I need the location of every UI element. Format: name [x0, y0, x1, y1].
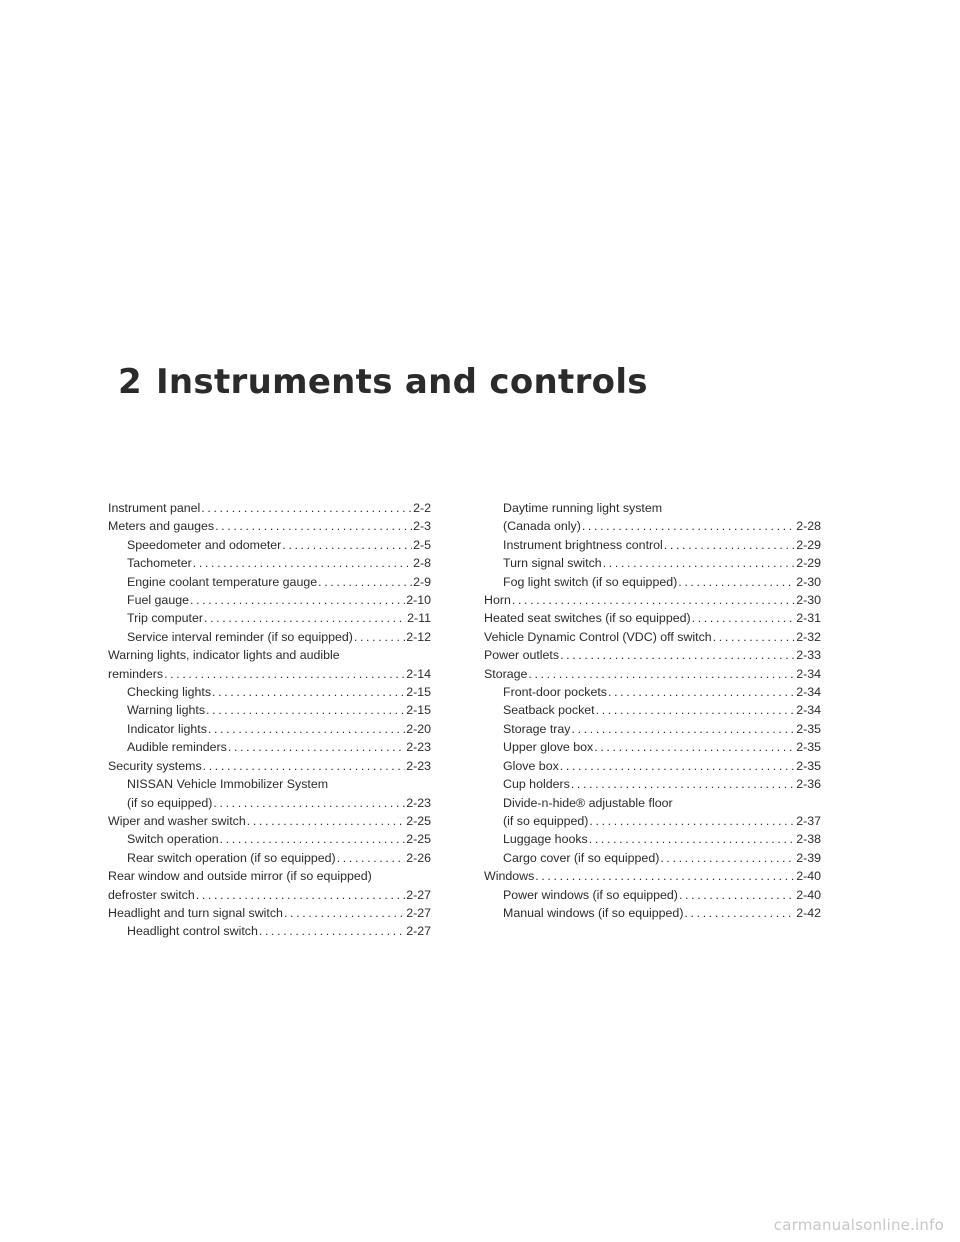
toc-entry-label: (if so equipped): [127, 795, 213, 810]
toc-leader-dots: [572, 720, 796, 738]
toc-entry-label: Speedometer and odometer: [127, 537, 282, 552]
chapter-title-text: Instruments and controls: [155, 362, 648, 402]
toc-leader-dots: [560, 757, 795, 775]
toc-entry-label: Trip computer: [127, 611, 203, 626]
toc-entry-page: 2-35: [796, 740, 821, 755]
toc-entry-page: 2-27: [406, 887, 431, 902]
toc-entry-label: Instrument panel: [108, 501, 201, 515]
toc-entry[interactable]: [108, 812, 431, 830]
toc-entry-page: 2-10: [406, 593, 431, 608]
toc-leader-dots: [247, 812, 405, 830]
toc-entry-page: 2-23: [406, 740, 431, 755]
toc-entry-page: 2-5: [413, 537, 431, 552]
toc-leader-dots: [582, 517, 795, 535]
toc-entry-label: Meters and gauges: [108, 519, 215, 534]
toc-entry[interactable]: [484, 628, 821, 646]
toc-leader-dots: [196, 886, 405, 904]
toc-entry-first-line: Rear window and outside mirror (if so equipped): [108, 869, 372, 884]
toc-entry-label: Storage: [484, 666, 528, 681]
toc-subentry[interactable]: [108, 591, 431, 609]
toc-entry-label: Cargo cover (if so equipped): [503, 850, 660, 865]
toc-entry-page: 2-42: [796, 905, 821, 920]
toc-entry-page: 2-34: [796, 666, 821, 681]
toc-entry-label: Power outlets: [484, 648, 560, 663]
toc-entry-page: 2-40: [796, 869, 821, 884]
toc-leader-dots: [208, 720, 405, 738]
toc-leader-dots: [528, 665, 795, 683]
toc-subentry[interactable]: [108, 554, 431, 572]
toc-entry-page: 2-34: [796, 703, 821, 718]
toc-entry-page: 2-28: [796, 519, 821, 534]
toc-entry-page: 2-11: [407, 611, 431, 626]
toc-entry-label: Instrument brightness control: [503, 537, 663, 552]
toc-leader-dots: [203, 757, 406, 775]
toc-subentry[interactable]: [484, 849, 821, 867]
toc-entry-page: 2-32: [796, 629, 821, 644]
toc-entry-page: 2-39: [796, 850, 821, 865]
toc-leader-dots: [594, 738, 795, 756]
toc-subentry[interactable]: [484, 536, 821, 554]
toc-entry[interactable]: [108, 665, 431, 683]
toc-leader-dots: [560, 646, 795, 664]
toc-entry-label: (Canada only): [503, 519, 581, 534]
toc-entry-page: 2-14: [406, 666, 431, 681]
toc-entry[interactable]: [108, 517, 431, 535]
chapter-title: [118, 362, 648, 402]
toc-entry-page: 2-40: [796, 887, 821, 902]
toc-entry-page: 2-26: [406, 850, 431, 865]
toc-leader-dots: [608, 683, 795, 701]
toc-subentry[interactable]: [484, 683, 821, 701]
toc-entry-label: Front-door pockets: [503, 685, 607, 700]
toc-leader-dots: [201, 499, 412, 517]
toc-leader-dots: [282, 536, 412, 554]
toc-entry-label: defroster switch: [108, 887, 195, 902]
toc-subentry[interactable]: [484, 830, 821, 848]
toc-subentry[interactable]: [484, 517, 821, 535]
toc-entry-page: 2-23: [406, 758, 431, 773]
toc-subentry[interactable]: [108, 536, 431, 554]
toc-leader-dots: [589, 830, 795, 848]
toc-entry[interactable]: [108, 886, 431, 904]
toc-leader-dots: [164, 665, 405, 683]
toc-entry-page: 2-3: [413, 519, 431, 534]
toc-left-column: [108, 499, 431, 941]
toc-right-column: [484, 499, 821, 922]
toc-entry-label: Engine coolant temperature gauge: [127, 574, 318, 589]
toc-leader-dots: [679, 886, 795, 904]
toc-entry-page: 2-23: [406, 795, 431, 810]
toc-entry-label: Storage tray: [503, 721, 571, 736]
toc-entry-page: 2-25: [406, 832, 431, 847]
toc-leader-dots: [692, 609, 796, 627]
toc-entry-label: Windows: [484, 869, 535, 884]
toc-leader-dots: [354, 628, 405, 646]
toc-leader-dots: [337, 849, 406, 867]
toc-entry-label: Vehicle Dynamic Control (VDC) off switch: [484, 629, 712, 644]
toc-entry-label: Upper glove box: [503, 740, 594, 755]
toc-leader-dots: [318, 573, 412, 591]
toc-entry-label: Horn: [484, 593, 511, 608]
toc-entry-label: Fog light switch (if so equipped): [503, 574, 678, 589]
toc-entry[interactable]: [108, 757, 431, 775]
toc-entry-label: Tachometer: [127, 556, 192, 571]
toc-subentry[interactable]: [484, 812, 821, 830]
toc-entry[interactable]: [484, 867, 821, 885]
toc-subentry[interactable]: [108, 683, 431, 701]
toc-entry-label: Indicator lights: [127, 721, 207, 736]
toc-entry-page: 2-25: [406, 813, 431, 828]
toc-subentry[interactable]: [108, 738, 431, 756]
toc-entry-page: 2-35: [796, 758, 821, 773]
toc-leader-dots: [213, 794, 405, 812]
toc-leader-dots: [220, 830, 406, 848]
toc-entry-page: 2-34: [796, 685, 821, 700]
toc-entry-page: 2-27: [406, 905, 431, 920]
toc-leader-dots: [215, 517, 412, 535]
toc-leader-dots: [596, 701, 796, 719]
toc-entry-label: Luggage hooks: [503, 832, 588, 847]
toc-entry-label: Switch operation: [127, 832, 219, 847]
toc-entry-label: Power windows (if so equipped): [503, 887, 678, 902]
toc-subentry[interactable]: [108, 794, 431, 812]
toc-entry-page: 2-8: [413, 556, 431, 571]
toc-entry-first-line: Warning lights, indicator lights and audible: [108, 648, 340, 663]
toc-leader-dots: [284, 904, 405, 922]
toc-entry-label: Headlight and turn signal switch: [108, 905, 283, 920]
toc-entry-page: 2-30: [796, 574, 821, 589]
toc-entry-page: 2-30: [796, 593, 821, 608]
toc-subentry[interactable]: [484, 573, 821, 591]
toc-subentry[interactable]: [108, 720, 431, 738]
toc-entry-label: Turn signal switch: [503, 556, 602, 571]
toc-subentry[interactable]: [108, 573, 431, 591]
toc-entry-page: 2-2: [413, 501, 431, 515]
toc-entry-label: Wiper and washer switch: [108, 813, 246, 828]
toc-entry[interactable]: [108, 904, 431, 922]
toc-leader-dots: [535, 867, 795, 885]
toc-leader-dots: [603, 554, 795, 572]
toc-leader-dots: [204, 609, 406, 627]
toc-entry-label: Security systems: [108, 758, 202, 773]
toc-entry-label: reminders: [108, 666, 164, 681]
toc-leader-dots: [206, 701, 405, 719]
toc-subentry[interactable]: [484, 720, 821, 738]
toc-entry-label: Rear switch operation (if so equipped): [127, 850, 336, 865]
toc-entry-label: Checking lights: [127, 685, 212, 700]
toc-entry-label: Headlight control switch: [127, 924, 258, 939]
toc-entry-page: 2-15: [406, 685, 431, 700]
toc-subentry[interactable]: [484, 904, 821, 922]
toc-entry-label: Audible reminders: [127, 740, 227, 755]
toc-leader-dots: [660, 849, 795, 867]
watermark-text: carmanualsonline.info: [773, 1216, 944, 1234]
toc-leader-dots: [678, 573, 795, 591]
toc-entry-label: Cup holders: [503, 777, 570, 792]
toc-leader-dots: [512, 591, 795, 609]
toc-entry-page: 2-29: [796, 556, 821, 571]
toc-leader-dots: [259, 922, 405, 940]
toc-leader-dots: [212, 683, 405, 701]
chapter-number: 2: [118, 362, 142, 402]
toc-entry-label: Service interval reminder (if so equipped): [127, 629, 353, 644]
toc-subentry[interactable]: [108, 628, 431, 646]
toc-subentry[interactable]: [108, 701, 431, 719]
toc-entry-page: 2-35: [796, 721, 821, 736]
toc-entry-label: Heated seat switches (if so equipped): [484, 611, 691, 626]
toc-entry-page: 2-15: [406, 703, 431, 718]
toc-entry-page: 2-37: [796, 813, 821, 828]
toc-subentry[interactable]: [484, 886, 821, 904]
toc-entry-label: Glove box: [503, 758, 559, 773]
toc-entry-page: 2-31: [796, 611, 821, 626]
toc-entry-page: 2-20: [406, 721, 431, 736]
toc-subentry[interactable]: [484, 701, 821, 719]
toc-entry-page: 2-9: [413, 574, 431, 589]
toc-subentry-first-line: NISSAN Vehicle Immobilizer System: [127, 777, 329, 792]
toc-entry[interactable]: [108, 499, 431, 517]
toc-subentry[interactable]: [484, 554, 821, 572]
toc-entry-page: 2-29: [796, 537, 821, 552]
toc-entry-page: 2-12: [406, 629, 431, 644]
toc-leader-dots: [228, 738, 405, 756]
toc-subentry[interactable]: [484, 757, 821, 775]
toc-entry-label: (if so equipped): [503, 813, 589, 828]
toc-subentry-first-line: Divide-n-hide® adjustable floor: [503, 795, 673, 810]
toc-leader-dots: [589, 812, 795, 830]
toc-entry[interactable]: [484, 665, 821, 683]
toc-subentry[interactable]: [108, 922, 431, 940]
toc-subentry[interactable]: [108, 849, 431, 867]
toc-entry-label: Warning lights: [127, 703, 206, 718]
toc-entry-label: Manual windows (if so equipped): [503, 905, 684, 920]
toc-entry-page: 2-33: [796, 648, 821, 663]
toc-leader-dots: [713, 628, 795, 646]
toc-leader-dots: [664, 536, 795, 554]
toc-subentry[interactable]: [108, 830, 431, 848]
toc-entry-page: 2-38: [796, 832, 821, 847]
toc-entry-page: 2-36: [796, 777, 821, 792]
toc-subentry[interactable]: [108, 609, 431, 627]
toc-entry[interactable]: [484, 646, 821, 664]
toc-subentry[interactable]: [484, 738, 821, 756]
toc-leader-dots: [684, 904, 795, 922]
toc-leader-dots: [571, 775, 795, 793]
toc-subentry[interactable]: [484, 775, 821, 793]
toc-leader-dots: [190, 591, 405, 609]
toc-entry-label: Fuel gauge: [127, 593, 190, 608]
toc-subentry-first-line: Daytime running light system: [503, 501, 663, 515]
toc-entry-page: 2-27: [406, 924, 431, 939]
toc-leader-dots: [193, 554, 412, 572]
toc-entry[interactable]: [484, 591, 821, 609]
toc-entry[interactable]: [484, 609, 821, 627]
toc-entry-label: Seatback pocket: [503, 703, 595, 718]
